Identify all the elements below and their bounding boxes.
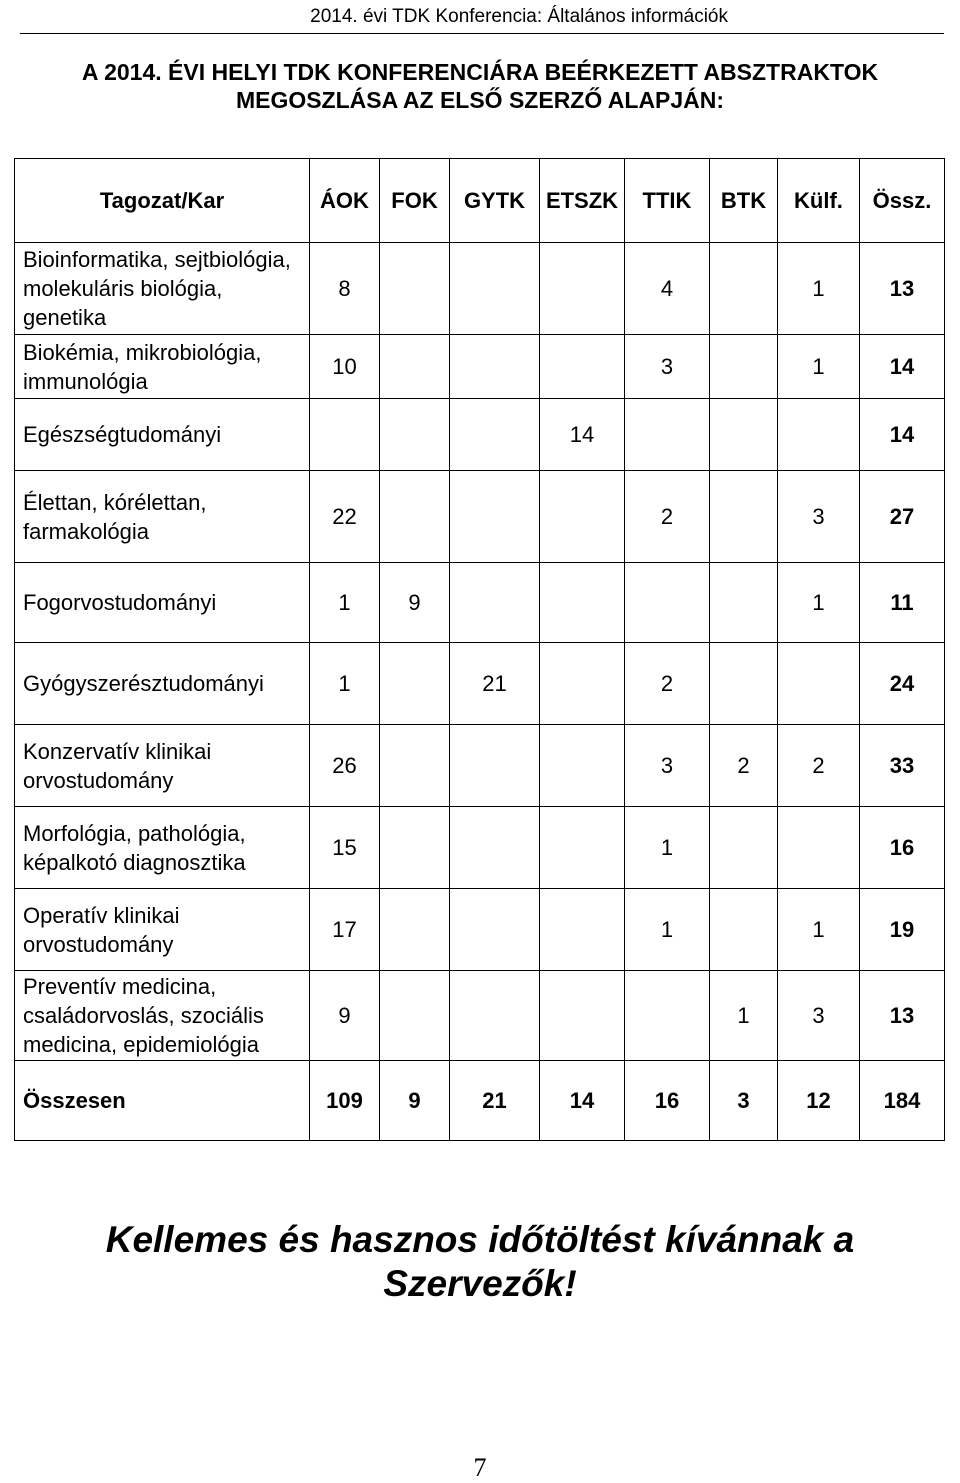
cell: 12 <box>778 1061 860 1141</box>
cell: 3 <box>625 725 710 807</box>
column-header: ÁOK <box>310 159 380 243</box>
cell <box>625 563 710 643</box>
cell: 22 <box>310 471 380 563</box>
total-label: Összesen <box>15 1061 310 1141</box>
cell <box>540 471 625 563</box>
cell: 1 <box>778 335 860 399</box>
table-row <box>15 563 945 643</box>
cell <box>778 399 860 471</box>
cell: 1 <box>625 807 710 889</box>
section-name: Gyógyszerésztudományi <box>15 643 310 725</box>
cell <box>380 335 450 399</box>
cell: 15 <box>310 807 380 889</box>
cell <box>450 471 540 563</box>
cell <box>450 563 540 643</box>
abstract-distribution-table <box>14 158 945 1141</box>
cell <box>540 643 625 725</box>
header-rule <box>20 33 944 34</box>
cell <box>380 889 450 971</box>
cell <box>380 243 450 335</box>
total-cell: 11 <box>860 563 945 643</box>
cell <box>778 807 860 889</box>
cell: 1 <box>625 889 710 971</box>
cell: 1 <box>778 563 860 643</box>
cell <box>710 399 778 471</box>
cell: 16 <box>625 1061 710 1141</box>
cell <box>540 807 625 889</box>
cell <box>450 399 540 471</box>
section-name: Bioinformatika, sejtbiológia, molekuláris biológia, genetika <box>15 243 310 335</box>
table-row <box>15 807 945 889</box>
total-cell: 27 <box>860 471 945 563</box>
section-name: Fogorvostudományi <box>15 563 310 643</box>
total-cell: 19 <box>860 889 945 971</box>
cell <box>778 643 860 725</box>
total-cell: 14 <box>860 399 945 471</box>
section-name: Élettan, kórélettan, farmakológia <box>15 471 310 563</box>
grand-total-cell: 184 <box>860 1061 945 1141</box>
total-cell: 13 <box>860 971 945 1061</box>
cell <box>450 725 540 807</box>
cell: 109 <box>310 1061 380 1141</box>
cell <box>710 889 778 971</box>
cell <box>450 971 540 1061</box>
cell <box>710 643 778 725</box>
cell <box>625 399 710 471</box>
page-title <box>0 58 960 114</box>
column-header: GYTK <box>450 159 540 243</box>
cell <box>380 807 450 889</box>
table-row <box>15 243 945 335</box>
section-name: Egészségtudományi <box>15 399 310 471</box>
header-row <box>15 159 945 243</box>
cell: 2 <box>710 725 778 807</box>
column-header: TTIK <box>625 159 710 243</box>
cell <box>710 563 778 643</box>
cell <box>710 335 778 399</box>
cell: 3 <box>710 1061 778 1141</box>
cell <box>450 243 540 335</box>
section-name: Biokémia, mikrobiológia, immunológia <box>15 335 310 399</box>
column-header: FOK <box>380 159 450 243</box>
cell: 3 <box>625 335 710 399</box>
cell <box>625 971 710 1061</box>
cell <box>380 643 450 725</box>
closing-line: Kellemes és hasznos időtöltést kívánnak a <box>105 1219 855 1260</box>
cell: 26 <box>310 725 380 807</box>
cell <box>450 889 540 971</box>
section-name: Morfológia, pathológia, képalkotó diagnosztika <box>15 807 310 889</box>
cell: 9 <box>380 563 450 643</box>
cell: 17 <box>310 889 380 971</box>
total-cell: 13 <box>860 243 945 335</box>
running-header <box>0 0 960 34</box>
closing-line: Szervezők! <box>383 1263 577 1304</box>
table-row <box>15 399 945 471</box>
title-line: A 2014. ÉVI HELYI TDK KONFERENCIÁRA BEÉRKEZETT ABSZTRAKTOK <box>81 59 879 85</box>
total-cell: 33 <box>860 725 945 807</box>
cell: 1 <box>310 563 380 643</box>
running-header-text: 2014. évi TDK Konferencia: Általános információk <box>310 6 728 27</box>
table-row <box>15 471 945 563</box>
section-name: Konzervatív klinikai orvostudomány <box>15 725 310 807</box>
total-cell: 14 <box>860 335 945 399</box>
section-name: Preventív medicina, családorvoslás, szociális medicina, epidemiológia <box>15 971 310 1061</box>
cell: 4 <box>625 243 710 335</box>
cell <box>380 471 450 563</box>
table-row <box>15 889 945 971</box>
title-line: MEGOSZLÁSA AZ ELSŐ SZERZŐ ALAPJÁN: <box>235 87 725 113</box>
column-header: BTK <box>710 159 778 243</box>
column-header: Külf. <box>778 159 860 243</box>
cell: 9 <box>380 1061 450 1141</box>
page-number: 7 <box>473 1453 487 1482</box>
column-header: Tagozat/Kar <box>15 159 310 243</box>
cell <box>380 971 450 1061</box>
cell: 3 <box>778 471 860 563</box>
cell: 1 <box>710 971 778 1061</box>
cell <box>380 399 450 471</box>
total-cell: 16 <box>860 807 945 889</box>
column-header: ETSZK <box>540 159 625 243</box>
cell <box>540 971 625 1061</box>
cell: 14 <box>540 399 625 471</box>
table-row <box>15 971 945 1061</box>
cell <box>710 471 778 563</box>
cell <box>380 725 450 807</box>
cell: 9 <box>310 971 380 1061</box>
cell: 2 <box>778 725 860 807</box>
column-header: Össz. <box>860 159 945 243</box>
total-row <box>15 1061 945 1141</box>
closing-message <box>0 1218 960 1306</box>
cell <box>540 335 625 399</box>
cell <box>450 335 540 399</box>
cell: 1 <box>310 643 380 725</box>
cell: 1 <box>778 243 860 335</box>
cell <box>540 243 625 335</box>
cell <box>540 889 625 971</box>
cell: 8 <box>310 243 380 335</box>
cell <box>710 807 778 889</box>
cell: 2 <box>625 471 710 563</box>
cell <box>540 725 625 807</box>
cell: 21 <box>450 1061 540 1141</box>
table-row <box>15 725 945 807</box>
cell <box>540 563 625 643</box>
section-name: Operatív klinikai orvostudomány <box>15 889 310 971</box>
cell: 3 <box>778 971 860 1061</box>
cell: 2 <box>625 643 710 725</box>
cell <box>310 399 380 471</box>
cell: 14 <box>540 1061 625 1141</box>
table-row <box>15 335 945 399</box>
cell: 1 <box>778 889 860 971</box>
total-cell: 24 <box>860 643 945 725</box>
cell <box>710 243 778 335</box>
table-row <box>15 643 945 725</box>
cell: 10 <box>310 335 380 399</box>
cell <box>450 807 540 889</box>
cell: 21 <box>450 643 540 725</box>
